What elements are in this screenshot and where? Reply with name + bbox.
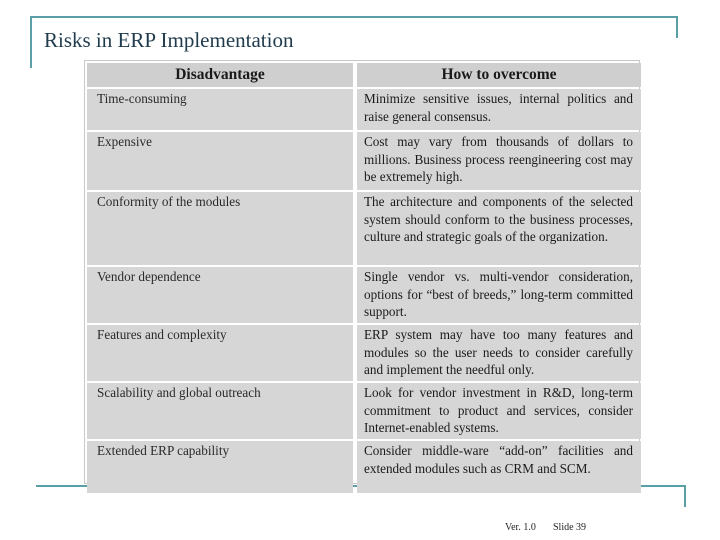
slide-accent-line-right <box>676 16 678 38</box>
row-3-disadvantage: Conformity of the modules <box>87 192 353 265</box>
footer-version: Ver. 1.0 <box>505 522 536 533</box>
row-6-disadvantage: Scalability and global outreach <box>87 383 353 439</box>
row-3-how-to-overcome: The architecture and components of the selected system should conform to the business processes, culture and strategic goals of the organization. <box>357 192 641 265</box>
row-1-disadvantage: Time-consuming <box>87 89 353 130</box>
row-5-disadvantage: Features and complexity <box>87 325 353 381</box>
row-7-disadvantage: Extended ERP capability <box>87 441 353 493</box>
table-header-disadvantage: Disadvantage <box>87 63 353 87</box>
row-6-how-to-overcome: Look for vendor investment in R&D, long-term commitment to product and services, consider Internet-enabled systems. <box>357 383 641 439</box>
row-5-how-to-overcome: ERP system may have too many features and modules so the user needs to consider carefully and implement the needful only. <box>357 325 641 381</box>
slide-accent-line-left <box>30 16 32 68</box>
row-4-disadvantage: Vendor dependence <box>87 267 353 323</box>
slide-accent-line-top <box>30 16 678 18</box>
row-2-how-to-overcome: Cost may vary from thousands of dollars to millions. Business process reengineering cost may be extremely high. <box>357 132 641 190</box>
slide-title: Risks in ERP Implementation <box>44 28 294 52</box>
table-header-how-to-overcome: How to overcome <box>357 63 641 87</box>
footer-slide-number: Slide 39 <box>553 522 587 533</box>
slide-accent-line-bottom-right <box>684 485 686 507</box>
row-2-disadvantage: Expensive <box>87 132 353 190</box>
row-1-how-to-overcome: Minimize sensitive issues, internal politics and raise general consensus. <box>357 89 641 130</box>
row-7-how-to-overcome: Consider middle-ware “add-on” facilities and extended modules such as CRM and SCM. <box>357 441 641 493</box>
row-4-how-to-overcome: Single vendor vs. multi-vendor consideration, options for “best of breeds,” long-term committed support. <box>357 267 641 323</box>
risks-table <box>84 60 640 484</box>
